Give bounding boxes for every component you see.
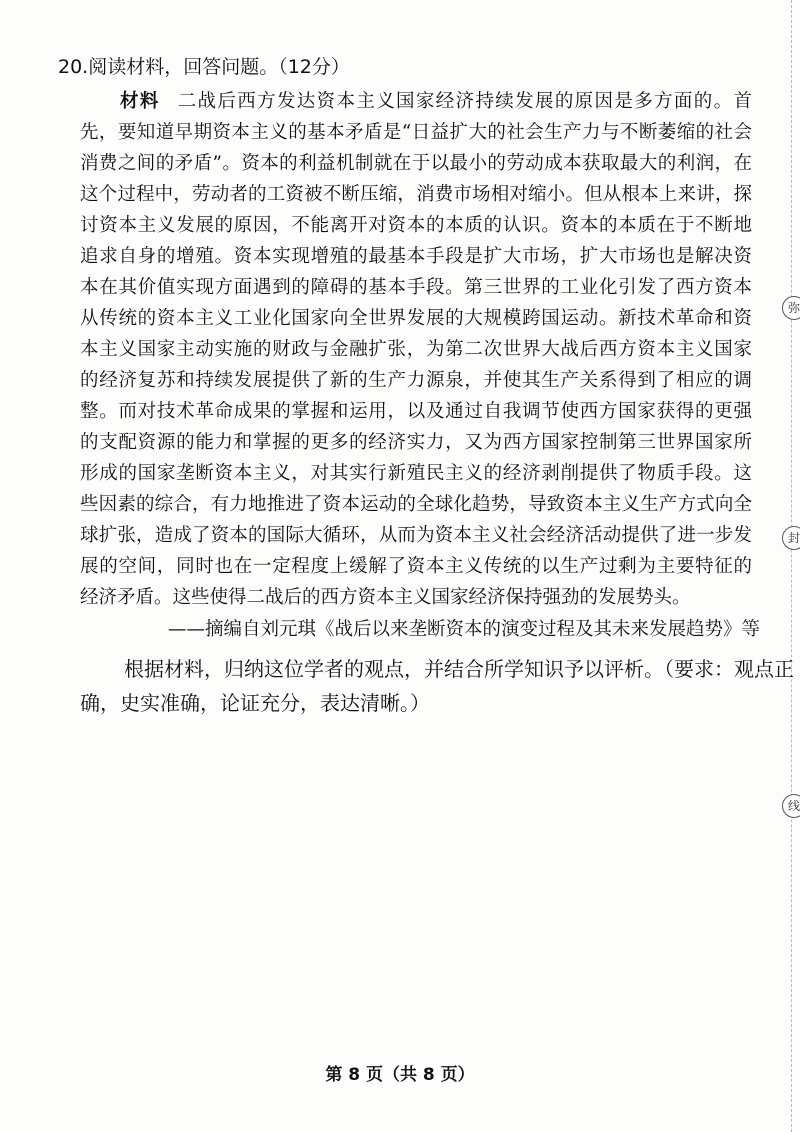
material-line: 展的空间，同时也在一定程度上缓解了资本主义传统的以生产过剩为主要特征的 (80, 556, 752, 577)
binding-dashed-line (791, 0, 792, 1132)
task-line: 确，史实准确，论证充分，表达清晰。） (80, 691, 430, 715)
material-line: 消费之间的矛盾”。资本的利益机制就在于以最小的劳动成本获取最大的利润，在 (80, 153, 752, 174)
material-line: 些因素的综合，有力地推进了资本运动的全球化趋势，导致资本主义生产方式向全 (80, 494, 752, 515)
task-instruction (80, 652, 794, 720)
binding-mark-mi: 弥 (782, 296, 800, 320)
material-line: 整。而对技术革命成果的掌握和运用，以及通过自我调节使西方国家获得的更强 (80, 401, 752, 422)
material-line: 的经济复苏和持续发展提供了新的生产力源泉，并使其生产关系得到了相应的调 (80, 370, 752, 391)
material-line: 经济矛盾。这些使得二战后的西方资本主义国家经济保持强劲的发展势头。 (80, 587, 691, 608)
binding-mark-feng: 封 (782, 526, 800, 550)
material-line: 讨资本主义发展的原因，不能离开对资本的本质的认识。资本的本质在于不断地 (80, 215, 752, 236)
material-passage (80, 86, 752, 613)
material-line: 形成的国家垄断资本主义，对其实行新殖民主义的经济剥削提供了物质手段。这 (80, 463, 752, 484)
material-line: 材料 二战后西方发达资本主义国家经济持续发展的原因是多方面的。首 (120, 91, 752, 112)
material-line: 的支配资源的能力和掌握的更多的经济实力，又为西方国家控制第三世界国家所 (80, 432, 752, 453)
material-line: 追求自身的增殖。资本实现增殖的最基本手段是扩大市场，扩大市场也是解决资 (80, 246, 752, 267)
task-line: 根据材料，归纳这位学者的观点，并结合所学知识予以评析。（要求：观点正 (124, 657, 794, 681)
material-source: ——摘编自刘元琪《战后以来垄断资本的演变过程及其未来发展趋势》等 (168, 619, 761, 640)
material-line: 从传统的资本主义工业化国家向全世界发展的大规模跨国运动。新技术革命和资 (80, 308, 752, 329)
material-line: 本主义国家主动实施的财政与金融扩张，为第二次世界大战后西方资本主义国家 (80, 339, 752, 360)
material-label: 材料 (120, 91, 160, 112)
material-line: 这个过程中，劳动者的工资被不断压缩，消费市场相对缩小。但从根本上来讲，探 (80, 184, 752, 205)
question-header: 20.阅读材料，回答问题。（12分） (58, 56, 350, 78)
binding-mark-xian: 线 (782, 794, 800, 818)
page-number: 第 8 页（共 8 页） (325, 1065, 475, 1085)
material-line: 球扩张，造成了资本的国际大循环，从而为资本主义社会经济活动提供了进一步发 (80, 525, 752, 546)
material-line: 先，要知道早期资本主义的基本矛盾是“日益扩大的社会生产力与不断萎缩的社会 (80, 122, 752, 143)
material-line: 本在其价值实现方面遇到的障碍的基本手段。第三世界的工业化引发了西方资本 (80, 277, 752, 298)
